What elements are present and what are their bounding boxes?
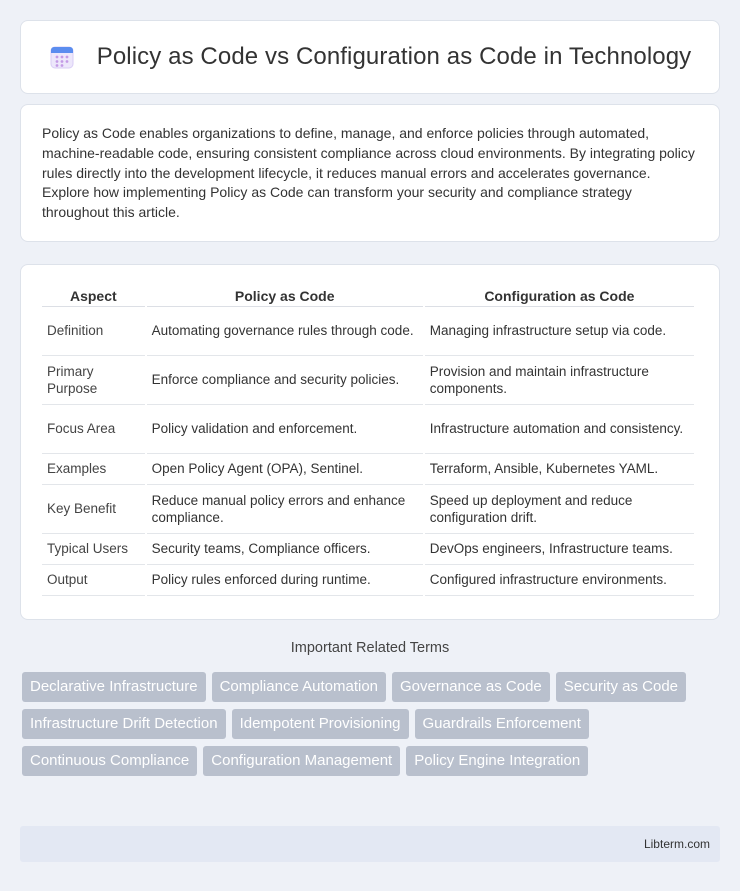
title-card [20,20,720,94]
row-config-value: Provision and maintain infrastructure components. [425,356,694,405]
table-row [42,534,694,565]
row-policy-value: Open Policy Agent (OPA), Sentinel. [147,454,423,485]
row-config-value: DevOps engineers, Infrastructure teams. [425,534,694,565]
related-term-tag[interactable]: Policy Engine Integration [406,746,588,776]
related-term-tag[interactable]: Idempotent Provisioning [232,709,409,739]
row-aspect: Focus Area [42,405,145,454]
table-row [42,485,694,534]
table-row [42,356,694,405]
row-aspect: Primary Purpose [42,356,145,405]
related-term-tag[interactable]: Declarative Infrastructure [22,672,206,702]
related-term-tag[interactable]: Infrastructure Drift Detection [22,709,226,739]
row-policy-value: Automating governance rules through code. [147,307,423,356]
row-config-value: Terraform, Ansible, Kubernetes YAML. [425,454,694,485]
intro-text: Policy as Code enables organizations to define, manage, and enforce policies through automated, machine-readable code, ensuring consistent compliance across cloud environments. By integrating policy rules directly into the development lifecycle, it reduces manual errors and accelerates governance. Explore how implementing Policy as Code can transform your security and compliance strategy throughout this article. [42,125,695,221]
header-policy-as-code: Policy as Code [147,285,423,307]
row-aspect: Output [42,565,145,596]
row-policy-value: Reduce manual policy errors and enhance compliance. [147,485,423,534]
row-policy-value: Enforce compliance and security policies. [147,356,423,405]
footer-site-link[interactable]: Libterm.com [643,837,710,851]
table-row [42,405,694,454]
row-aspect: Typical Users [42,534,145,565]
row-config-value: Speed up deployment and reduce configuration drift. [425,485,694,534]
related-term-tag[interactable]: Compliance Automation [212,672,386,702]
table-row [42,565,694,596]
row-policy-value: Policy rules enforced during runtime. [147,565,423,596]
row-policy-value: Security teams, Compliance officers. [147,534,423,565]
intro-card [20,104,720,242]
related-term-tag[interactable]: Configuration Management [203,746,400,776]
comparison-table-card [20,264,720,620]
related-term-tag[interactable]: Guardrails Enforcement [415,709,589,739]
related-term-tag[interactable]: Continuous Compliance [22,746,197,776]
row-config-value: Infrastructure automation and consistency. [425,405,694,454]
related-terms-heading: Important Related Terms [290,640,450,656]
related-terms-list [22,672,722,776]
related-term-tag[interactable]: Security as Code [556,672,686,702]
table-row [42,307,694,356]
table-header-row [42,285,694,307]
header-configuration-as-code: Configuration as Code [425,285,694,307]
table-row [42,454,694,485]
row-policy-value: Policy validation and enforcement. [147,405,423,454]
calendar-icon [49,44,75,70]
header-aspect: Aspect [42,285,145,307]
row-aspect: Definition [42,307,145,356]
comparison-table [40,285,696,596]
row-aspect: Examples [42,454,145,485]
row-config-value: Configured infrastructure environments. [425,565,694,596]
page-title: Policy as Code vs Configuration as Code in Technology [96,43,692,70]
footer [20,826,720,862]
row-config-value: Managing infrastructure setup via code. [425,307,694,356]
related-term-tag[interactable]: Governance as Code [392,672,550,702]
row-aspect: Key Benefit [42,485,145,534]
